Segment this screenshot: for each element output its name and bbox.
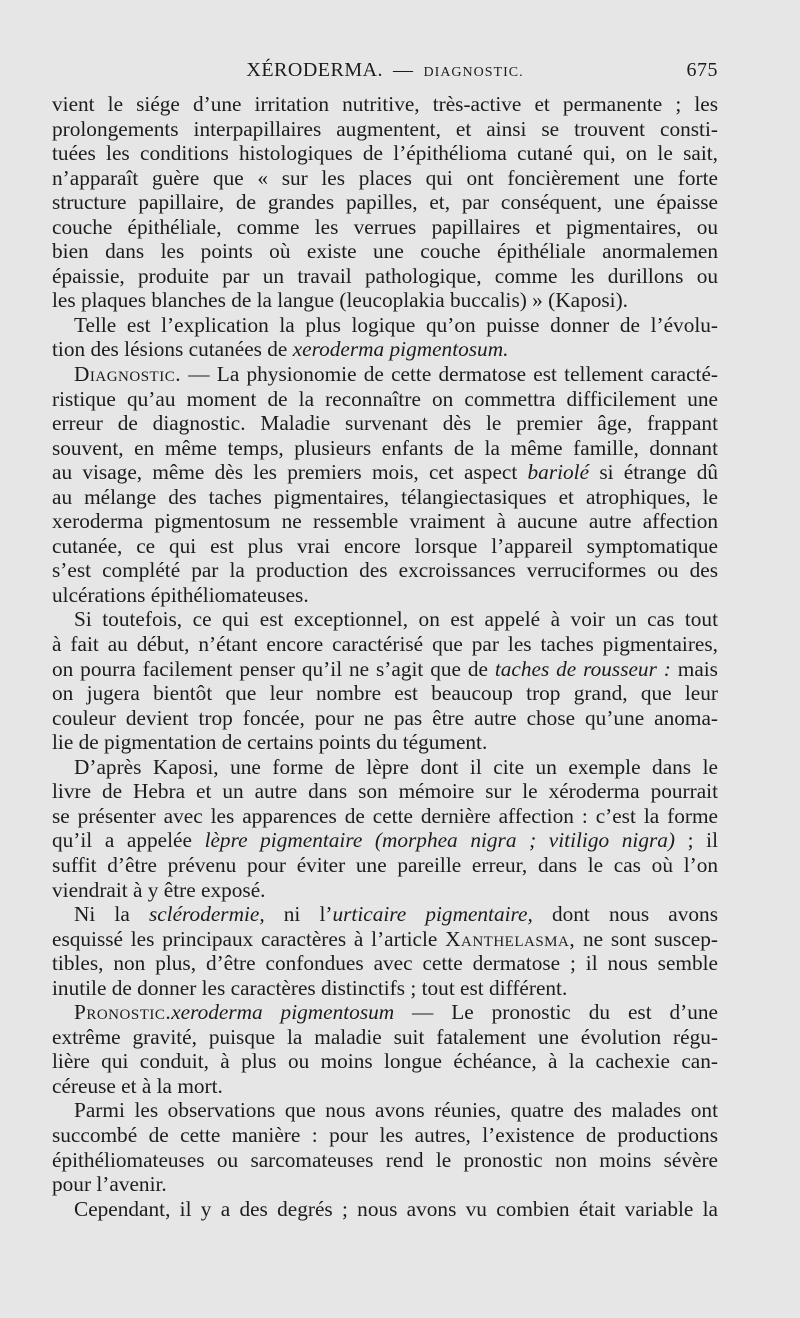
line-text: lière qui conduit, à plus ou moins longue échéance, à la cachexie can- [52,1049,718,1074]
text-line [52,1074,718,1099]
line-text: structure papillaire, de grandes papilles, et, par conséquent, une épaisse [52,190,718,215]
text-line [52,166,718,191]
line-text: tuées les conditions histologiques de l’épithélioma cutané qui, on le sait, [52,141,718,166]
text-line [52,1197,718,1222]
running-header [52,52,718,88]
line-text: Cependant, il y a des degrés ; nous avons vu combien était variable la [74,1196,718,1221]
line-text: pour l’avenir. [52,1172,167,1197]
italic-text: urticaire pigmentaire, [332,902,533,927]
line-text: erreur de diagnostic. Maladie survenant dès le premier âge, frappant [52,411,718,436]
text-line [52,927,718,952]
text-line [52,141,718,166]
body-text [52,92,718,1221]
line-text: au mélange des taches pigmentaires, télangiectasiques et atrophiques, le [52,484,718,509]
italic-text: xeroderma pigmentosum [171,1000,395,1025]
line-text: — La physionomie de cette dermatose est tellement caracté- [181,362,718,387]
text-line [52,730,718,755]
text-line [52,264,718,289]
line-text: suffit d’être prévenu pour éviter une pareille erreur, dans le cas où l’on [52,852,718,877]
text-line [52,534,718,559]
line-text: — Le pronostic du [394,1000,628,1025]
text-line [52,828,718,853]
text-line [52,1049,718,1074]
line-text: mais [670,656,718,681]
text-line [52,92,718,117]
line-text: succombé de cette manière : pour les autres, l’existence de productions [52,1122,718,1147]
line-text: s’est complété par la production des excroissances verruciformes ou des [52,558,718,583]
text-line [52,485,718,510]
line-text: au visage, même dès les premiers mois, cet aspect [52,460,528,485]
text-line [52,976,718,1001]
text-line [52,313,718,338]
italic-text: taches de rousseur : [494,656,671,681]
line-text: si étrange dû [589,460,719,485]
text-line [52,632,718,657]
line-text: tibles, non plus, d’être confondues avec cette dermatose ; il nous semble [52,951,718,976]
line-text: n’apparaît guère que « sur les places qui ont foncièrement une forte [52,165,718,190]
line-text: dont nous avons [532,902,718,927]
text-line [52,804,718,829]
text-line [52,190,718,215]
line-text: on jugera bientôt que leur nombre est beaucoup trop grand, que leur [52,681,718,706]
line-text: tion des lésions cutanées de [52,337,293,362]
italic-text: bariolé [527,460,590,485]
line-text: viendrait à y être exposé. [52,877,266,902]
italic-text: sclérodermie, [148,902,265,927]
text-line [52,681,718,706]
line-text: ristique qu’au moment de la reconnaître on commettra difficilement une [52,386,718,411]
page-number: 675 [686,59,718,81]
italic-text: xeroderma pigmentosum. [292,337,509,362]
text-line [52,1000,718,1025]
text-line [52,436,718,461]
line-text: vient le siége d’une irritation nutritive, très-active et permanente ; les [52,92,718,116]
line-text: livre de Hebra et un autre dans son mémoire sur le xéroderma pourrait [52,779,718,804]
text-line [52,1098,718,1123]
text-line [52,411,718,436]
text-line [52,387,718,412]
line-text: bien dans les points où existe une couche épithéliale anormalemen [52,239,718,264]
header-separator: — [393,59,414,81]
text-line [52,1172,718,1197]
line-text: Parmi les observations que nous avons réunies, quatre des malades ont [74,1098,718,1123]
text-line [52,460,718,485]
header-subtitle: DIAGNOSTIC. [423,65,524,80]
text-line [52,706,718,731]
text-line [52,902,718,927]
small-caps-text: Xanthelasma, [445,926,576,951]
text-line [52,755,718,780]
line-text: extrême gravité, puisque la maladie suit fatalement une évolution régu- [52,1024,718,1049]
line-text: souvent, en même temps, plusieurs enfants de la même famille, donnant [52,435,718,460]
text-line [52,1148,718,1173]
line-text: inutile de donner les caractères distinctifs ; tout est différent. [52,975,568,1000]
text-line [52,337,718,362]
line-text: Si toutefois, ce qui est exceptionnel, on est appelé à voir un cas tout [74,607,718,632]
text-line [52,1025,718,1050]
text-line [52,558,718,583]
line-text: épaissie, produite par un travail pathologique, comme les durillons ou [52,263,718,288]
line-text: esquissé les principaux caractères à l’article [52,926,446,951]
text-line [52,117,718,142]
text-line [52,239,718,264]
line-text: se présenter avec les apparences de cette dernière affection : c’est la forme [52,803,718,828]
line-text: xeroderma pigmentosum ne ressemble vraiment à aucune autre affection [52,509,718,534]
line-text: à fait au début, n’étant encore caractérisé que par les taches pigmentaires, [52,632,718,657]
line-text: épithéliomateuses ou sarcomateuses rend le pronostic non moins sévère [52,1147,718,1172]
line-text: Telle est l’explication la plus logique qu’on puisse donner de l’évolu- [74,312,718,337]
line-text: ne sont suscep- [575,926,718,951]
line-text: couleur devient trop foncée, pour ne pas être autre chose qu’une anoma- [52,705,718,730]
line-text: Ni la [74,902,149,927]
text-line [52,1123,718,1148]
small-caps-text: Diagnostic. [74,362,182,387]
text-line [52,878,718,903]
line-text: lie de pigmentation de certains points du tégument. [52,730,488,755]
text-line [52,853,718,878]
line-text: on pourra facilement penser qu’il ne s’agit que de [52,656,495,681]
line-text: est d’une [627,1000,718,1025]
header-title: XÉRODERMA. [246,59,384,81]
text-line [52,288,718,313]
text-line [52,362,718,387]
text-line [52,509,718,534]
text-line [52,583,718,608]
line-text: les plaques blanches de la langue (leucoplakia buccalis) » (Kaposi). [52,288,628,313]
line-text: ni l’ [264,902,333,927]
line-text: qu’il a appelée [52,828,205,853]
italic-text: lèpre pigmentaire (morphea nigra ; vitiligo nigra) [204,828,675,853]
text-line [52,951,718,976]
line-text: prolongements interpapillaires augmentent, et ainsi se trouvent consti- [52,116,718,141]
text-line [52,607,718,632]
line-text: cutanée, ce qui est plus vrai encore lorsque l’appareil symptomatique [52,533,718,558]
small-caps-text: Pronostic. [74,1000,172,1025]
line-text: D’après Kaposi, une forme de lèpre dont il cite un exemple dans le [74,754,718,779]
text-line [52,779,718,804]
text-line [52,215,718,240]
line-text: céreuse et à la mort. [52,1073,223,1098]
line-text: ulcérations épithéliomateuses. [52,582,309,607]
line-text: couche épithéliale, comme les verrues papillaires et pigmentaires, ou [52,214,718,239]
line-text: ; il [675,828,718,853]
text-line [52,657,718,682]
